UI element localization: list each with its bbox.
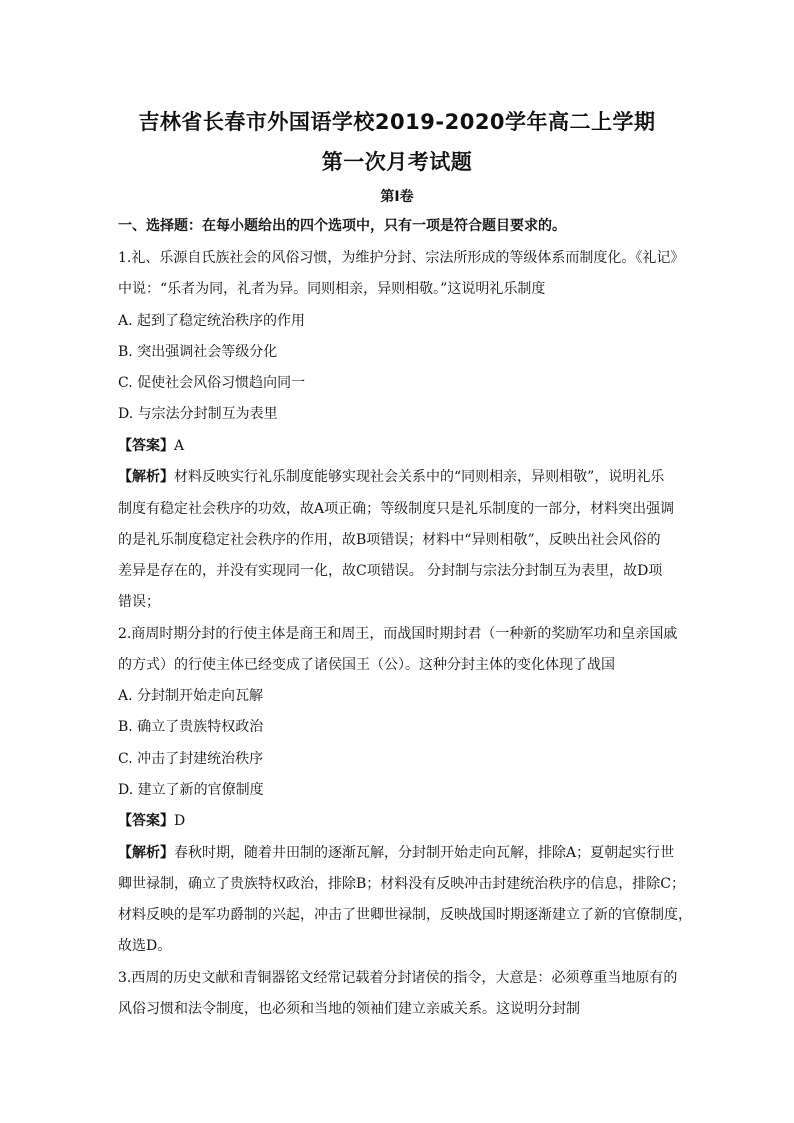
document-title-line1: 吉林省长春市外国语学校2019-2020学年高二上学期 <box>138 110 656 134</box>
analysis-label: 【解析】 <box>118 469 174 485</box>
answer-label: 【答案】 <box>118 438 174 454</box>
answer-label: 【答案】 <box>118 813 174 829</box>
question-1-option-c: C. 促使社会风俗习惯趋向同一 <box>118 375 306 391</box>
question-1-analysis-line2: 制度有稳定社会秩序的功效，故A项正确；等级制度只是礼乐制度的一部分，材料突出强调 <box>118 501 675 517</box>
question-2-stem-line1: 2.商周时期分封的行使主体是商王和周王，而战国时期封君（一种新的奖励军功和皇亲国戚 <box>118 626 678 642</box>
analysis-text: 春秋时期，随着井田制的逐渐瓦解，分封制开始走向瓦解，排除A；夏朝起实行世 <box>174 845 675 861</box>
question-1-option-d: D. 与宗法分封制互为表里 <box>118 406 278 422</box>
question-1-analysis-line1 <box>118 467 664 487</box>
question-2-stem-line2: 的方式）的行使主体已经变成了诸侯国王（公）。这种分封主体的变化体现了战国 <box>118 657 615 673</box>
section-heading: 一、选择题：在每小题给出的四个选项中，只有一项是符合题目要求的。 <box>118 218 566 234</box>
analysis-text: 材料反映实行礼乐制度能够实现社会关系中的“同则相亲，异则相敬”，说明礼乐 <box>174 469 665 485</box>
question-2-option-a: A. 分封制开始走向瓦解 <box>118 688 264 704</box>
question-2-option-d: D. 建立了新的官僚制度 <box>118 782 264 798</box>
volume-label: 第Ⅰ卷 <box>380 189 414 205</box>
answer-value: D <box>174 813 186 829</box>
question-1-stem-line1: 1.礼、乐源自氏族社会的风俗习惯，为维护分封、宗法所形成的等级体系而制度化。《礼记》 <box>118 250 685 266</box>
question-2-option-c: C. 冲击了封建统治秩序 <box>118 751 264 767</box>
question-1-analysis-line4: 差异是存在的，并没有实现同一化，故C项错误。 分封制与宗法分封制互为表里，故D项 <box>118 563 663 579</box>
question-1-stem-line2: 中说：“乐者为同，礼者为异。同则相亲，异则相敬。”这说明礼乐制度 <box>118 281 546 297</box>
question-3-stem-line2: 风俗习惯和法令制度，也必须和当地的领袖们建立亲戚关系。这说明分封制 <box>118 1001 580 1017</box>
question-1-answer <box>118 436 184 456</box>
question-2-option-b: B. 确立了贵族特权政治 <box>118 719 264 735</box>
question-2-analysis-line1 <box>118 843 674 863</box>
question-1-analysis-line3: 的是礼乐制度稳定社会秩序的作用，故B项错误；材料中“异则相敬”，反映出社会风俗的 <box>118 532 661 548</box>
question-2-answer <box>118 811 185 831</box>
analysis-label: 【解析】 <box>118 845 174 861</box>
question-3-stem-line1: 3.西周的历史文献和青铜器铭文经常记载着分封诸侯的指令，大意是：必须尊重当地原有的 <box>118 970 678 986</box>
question-2-analysis-line2: 卿世禄制，确立了贵族特权政治，排除B；材料没有反映冲击封建统治秩序的信息，排除C； <box>118 876 685 892</box>
document-title-line2: 第一次月考试题 <box>321 150 473 174</box>
question-1-analysis-line5: 错误； <box>118 594 160 610</box>
question-1-option-b: B. 突出强调社会等级分化 <box>118 344 278 360</box>
question-2-analysis-line4: 故选D。 <box>118 938 172 954</box>
question-2-analysis-line3: 材料反映的是军功爵制的兴起，冲击了世卿世禄制，反映战国时期逐渐建立了新的官僚制度， <box>118 907 692 923</box>
answer-value: A <box>174 438 185 454</box>
question-1-option-a: A. 起到了稳定统治秩序的作用 <box>118 313 306 329</box>
